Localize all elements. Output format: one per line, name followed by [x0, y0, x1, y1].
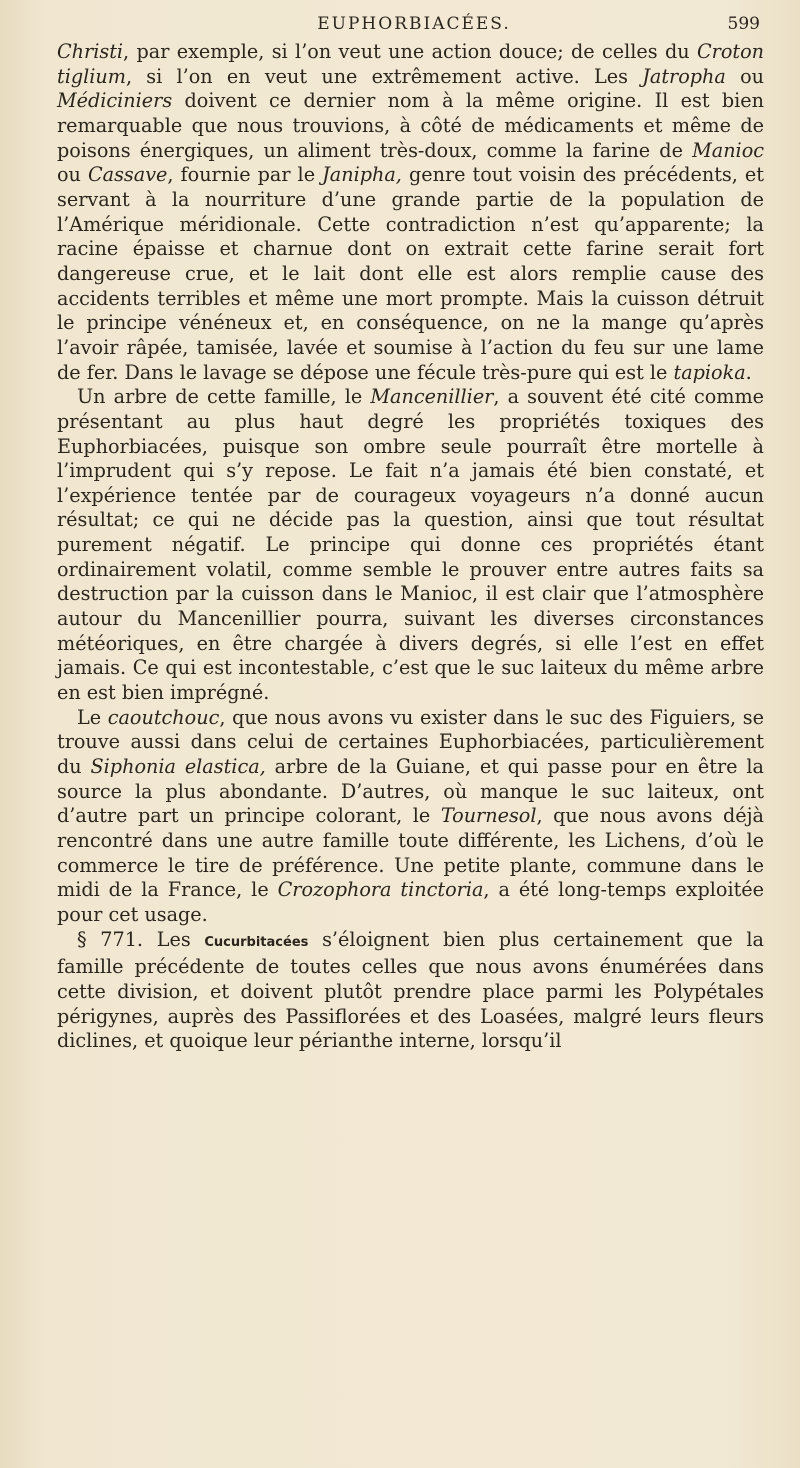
running-title: EUPHORBIACÉES.: [317, 14, 511, 34]
page-header: [60, 4, 768, 44]
italic-term: Mancenillier: [370, 385, 494, 409]
text-run: arbre de la Guiane, et qui passe pour en être la source la plus abondante. D’autres, où manque le suc laiteux, ont d’autre part un principe colorant, le: [57, 755, 764, 828]
text-run: , a souvent été cité comme présentant au plus haut degré les propriétés toxiques des Euphorbiacées, puisque son ombre seule pourraît être mortelle à l’imprudent qui s’y repose. Le fait n’a jamais été bien constaté, et l’expérience tentée par de courageux voyageurs n’a donné aucun résultat; ce qui ne décide pas la question, ainsi que tout résultat purement négatif. Le principe qui donne ces propriétés étant ordinairement volatil, comme semble le prouver entre autres faits sa destruction par la cuisson dans le Manioc, il est clair que l’atmosphère autour du Mancenillier pourra, suivant les diverses circonstances météoriques, en être chargée à divers degrés, si elle l’est en effet jamais. Ce qui est incontestable, c’est que le suc laiteux du même arbre en est bien imprégné.: [57, 385, 765, 705]
italic-term: tapioka: [673, 360, 746, 384]
italic-term: Manioc: [692, 138, 764, 162]
paragraph: [57, 928, 764, 1054]
page-number: 599: [727, 14, 760, 34]
italic-term: Siphonia elastica,: [90, 755, 266, 779]
text-run: ou: [725, 64, 764, 88]
italic-term: Jatropha: [642, 64, 726, 88]
text-run: doivent ce dernier nom à la même origine. Il est bien remarquable que nous trouvions, à côté de médicaments et même de poisons énergiques, un aliment très-doux, comme la farine de: [57, 89, 764, 162]
italic-term: Christi: [57, 40, 124, 63]
italic-term: Médiciniers: [57, 89, 173, 113]
text-run: ou: [57, 163, 88, 187]
italic-term: caoutchouc: [107, 705, 220, 729]
text-run: s’éloignent bien plus certainement que la famille précédente de toutes celles que nous avons énumérées dans cette division, et doivent plutôt prendre place parmi les Polypétales périgynes, auprès des Passiflorées et des Loasées, malgré leurs fleurs diclines, et quoique leur périanthe interne, lorsqu’il: [57, 927, 764, 1053]
italic-term: Tournesol: [440, 804, 537, 828]
text-run: genre tout voisin des précédents, et servant à la nourriture d’une grande partie de la population de l’Amérique méridionale. Cette contradiction n’est qu’apparente; la racine épaisse et charnue dont on extrait cette farine serait fort dangereuse crue, et le lait dont elle est alors remplie cause des accidents terribles et même une mort prompte. Mais la cuisson détruit le principe vénéneux et, en conséquence, on ne la mange qu’après l’avoir râpée, tamisée, lavée et soumise à l’action du feu sur une lame de fer. Dans le lavage se dépose une fécule très-pure qui est le: [57, 163, 764, 384]
body-text: [57, 40, 764, 1054]
text-run: Un arbre de cette famille, le: [77, 385, 371, 409]
text-run: , a été long-temps exploitée pour cet usage.: [57, 878, 765, 926]
paragraph: [57, 706, 764, 928]
italic-term: Crozophora tinctoria: [277, 878, 484, 902]
family-name: Cucurbitacées: [204, 934, 309, 950]
text-run: , fournie par le: [167, 163, 323, 187]
text-run: , que nous avons vu exister dans le suc des Figuiers, se trouve aussi dans celui de certaines Euphorbiacées, particulièrement du: [57, 705, 764, 779]
text-run: , par exemple, si l’on veut une action douce; de celles du: [123, 40, 697, 63]
text-run: , que nous avons déjà rencontré dans une autre famille toute différente, les Lichens, d’où le commerce le tire de préférence. Une petite plante, commune dans le midi de la France, le: [57, 804, 765, 902]
text-run: , si l’on en veut une extrêmement active. Les: [125, 64, 643, 88]
paragraph: [57, 385, 764, 706]
italic-term: Cassave: [87, 163, 168, 187]
text-run: Le: [77, 705, 108, 729]
italic-term: Croton tiglium: [57, 40, 764, 88]
italic-term: Janipha,: [322, 163, 402, 187]
paragraph: [57, 40, 764, 385]
text-run: § 771. Les: [77, 927, 205, 951]
text-run: .: [745, 360, 752, 384]
